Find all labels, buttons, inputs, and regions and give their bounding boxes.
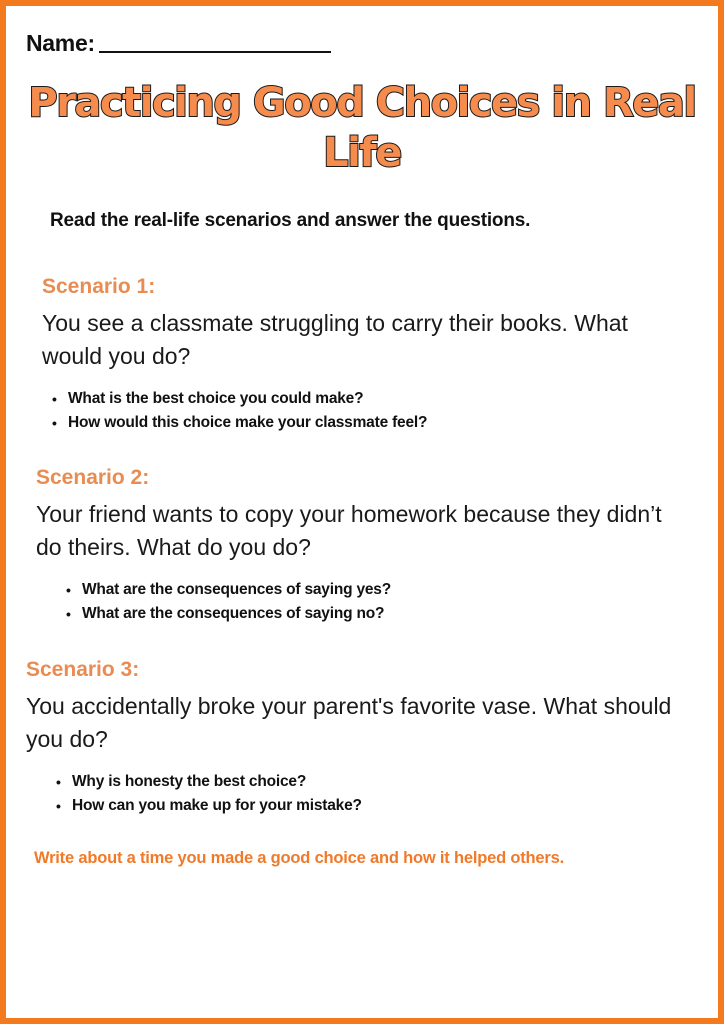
bullet-icon: • (56, 774, 61, 790)
scenario-heading: Scenario 3: (26, 658, 140, 681)
scenario-3 (26, 658, 686, 818)
question-item (62, 578, 686, 602)
bullet-icon: • (52, 391, 57, 407)
question-text: What are the consequences of saying no? (82, 605, 385, 622)
scenario-heading: Scenario 2: (36, 466, 150, 489)
question-text: How can you make up for your mistake? (72, 797, 362, 814)
name-blank-line[interactable] (99, 51, 331, 53)
question-item (48, 387, 692, 411)
bullet-icon: • (52, 415, 57, 431)
scenario-1 (42, 275, 692, 435)
instructions: Read the real-life scenarios and answer the questions. (50, 210, 531, 231)
question-item (52, 770, 686, 794)
question-list (48, 387, 692, 435)
writing-prompt: Write about a time you made a good choice and how it helped others. (34, 849, 564, 867)
question-text: Why is honesty the best choice? (72, 773, 307, 790)
name-field[interactable] (26, 30, 331, 57)
bullet-icon: • (66, 582, 71, 598)
scenario-2 (36, 466, 686, 626)
scenario-text: You see a classmate struggling to carry their books. What would you do? (42, 310, 628, 369)
question-item (48, 411, 692, 435)
question-text: How would this choice make your classmate feel? (68, 414, 428, 431)
scenario-text: You accidentally broke your parent's favorite vase. What should you do? (26, 693, 672, 752)
name-label: Name: (26, 30, 95, 56)
question-item (52, 794, 686, 818)
question-text: What is the best choice you could make? (68, 390, 364, 407)
question-list (52, 770, 686, 818)
bullet-icon: • (66, 606, 71, 622)
scenario-text: Your friend wants to copy your homework because they didn’t do theirs. What do you do? (36, 501, 662, 560)
bullet-icon: • (56, 798, 61, 814)
question-item (62, 602, 686, 626)
question-text: What are the consequences of saying yes? (82, 581, 391, 598)
scenario-heading: Scenario 1: (42, 275, 156, 298)
question-list (62, 578, 686, 626)
worksheet-title: Practicing Good Choices in Real Life (28, 80, 696, 176)
